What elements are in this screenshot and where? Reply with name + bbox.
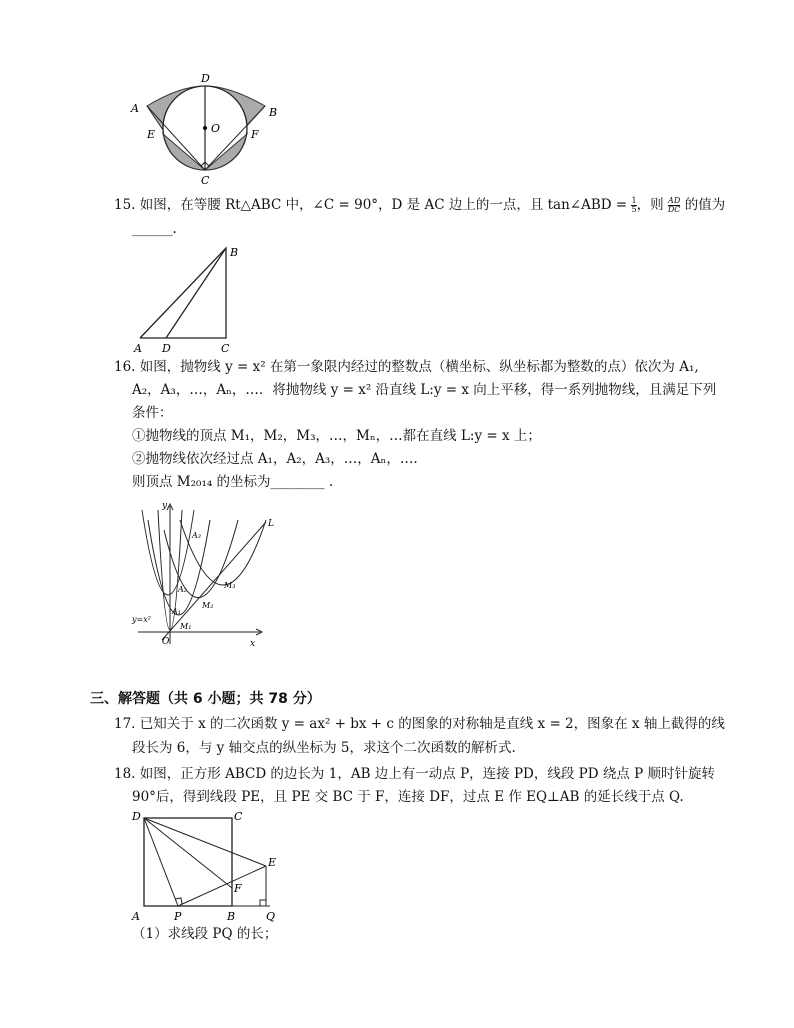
q17-line2: 段长为 6，与 y 轴交点的纵坐标为 5，求这个二次函数的解析式. <box>132 740 516 756</box>
label-C: C <box>221 342 230 355</box>
label-curve: y=x² <box>132 615 151 624</box>
q15-frac-num: 1 <box>631 196 637 205</box>
figure-q14 <box>125 68 285 190</box>
question-18 <box>114 764 715 784</box>
label-M1: M₁ <box>180 622 192 631</box>
label-B: B <box>230 246 239 259</box>
label-A3: A₃ <box>192 531 201 540</box>
q18-number: 18. <box>114 766 136 782</box>
label-L: L <box>268 519 274 529</box>
q18-line2: 90°后，得到线段 PE，且 PE 交 BC 于 F，连接 DF，过点 E 作 EQ⊥AB 的延长线于点 Q. <box>132 789 684 805</box>
q16-line6: 则顶点 M₂₀₁₄ 的坐标为________ . <box>132 474 334 490</box>
figure-q15 <box>128 240 248 355</box>
q15-fraction2 <box>668 197 681 214</box>
label-x: x <box>250 639 256 649</box>
q16-line5: ②抛物线依次经过点 A₁，A₂，A₃，…，Aₙ，…. <box>132 451 418 467</box>
q16-line2: A₂，A₃，…，Aₙ，…．将抛物线 y = x² 沿直线 L:y = x 向上平移，得一系列抛物线，且满足下列 <box>132 382 717 398</box>
q15-answer-line <box>132 219 177 239</box>
label-D: D <box>162 342 171 355</box>
label-A: A <box>134 342 142 355</box>
label-P: P <box>174 910 182 923</box>
q16-line3: 条件： <box>132 405 173 421</box>
q15-text-pre: 如图，在等腰 Rt△ABC 中，∠C = 90°，D 是 AC 边上的一点，且 tan∠ABD = <box>139 197 632 213</box>
q15-frac2-den: DC <box>667 205 681 214</box>
q18-sub1: （1）求线段 PQ 的长； <box>132 926 278 942</box>
label-F: F <box>234 882 242 895</box>
label-A: A <box>131 102 139 115</box>
question-17 <box>114 714 725 734</box>
section-title: 三、解答题（共 6 小题；共 78 分） <box>90 691 321 707</box>
label-C: C <box>234 810 243 823</box>
label-D: D <box>132 810 141 823</box>
label-A2: A₂ <box>178 585 187 594</box>
label-O: O <box>162 637 170 647</box>
label-B: B <box>269 106 278 119</box>
q15-end: . <box>172 221 177 237</box>
label-A: A <box>132 910 140 923</box>
q17-line1: 已知关于 x 的二次函数 y = ax² + bx + c 的图象的对称轴是直线 x = 2，图象在 x 轴上截得的线 <box>139 716 725 732</box>
label-D: D <box>201 72 210 85</box>
label-B: B <box>227 910 236 923</box>
q17-number: 17. <box>114 716 136 732</box>
q18-line1: 如图，正方形 ABCD 的边长为 1，AB 边上有一动点 P，连接 PD，线段 PD 绕点 P 顺时针旋转 <box>139 766 716 782</box>
question-15 <box>114 195 725 215</box>
q15-blank[interactable]: ______ <box>132 221 173 237</box>
label-E: E <box>147 128 156 141</box>
label-E: E <box>268 856 277 869</box>
label-C: C <box>201 174 210 187</box>
q15-frac2-num: AD <box>668 196 681 205</box>
q15-frac-den: 5 <box>631 205 637 214</box>
label-Q: Q <box>266 910 276 923</box>
label-F: F <box>251 128 259 141</box>
label-y: y <box>162 501 168 511</box>
q16-number: 16. <box>114 359 136 375</box>
q15-text-mid: ，则 <box>636 197 668 213</box>
question-16 <box>114 357 699 377</box>
figure-q18 <box>128 808 288 923</box>
label-A1: A₁ <box>172 607 181 616</box>
q15-text-post: 的值为 <box>680 197 726 213</box>
q15-number: 15. <box>114 197 136 213</box>
label-M2: M₂ <box>202 601 214 610</box>
q16-line1: 如图，抛物线 y = x² 在第一象限内经过的整数点（横坐标、纵坐标都为整数的点）依次为 A₁, <box>139 359 699 375</box>
label-O: O <box>211 122 221 135</box>
q16-line4: ①抛物线的顶点 M₁，M₂，M₃，…，Mₙ，…都在直线 L:y = x 上； <box>132 428 541 444</box>
label-M3: M₃ <box>224 581 236 590</box>
figure-q16 <box>128 500 278 650</box>
